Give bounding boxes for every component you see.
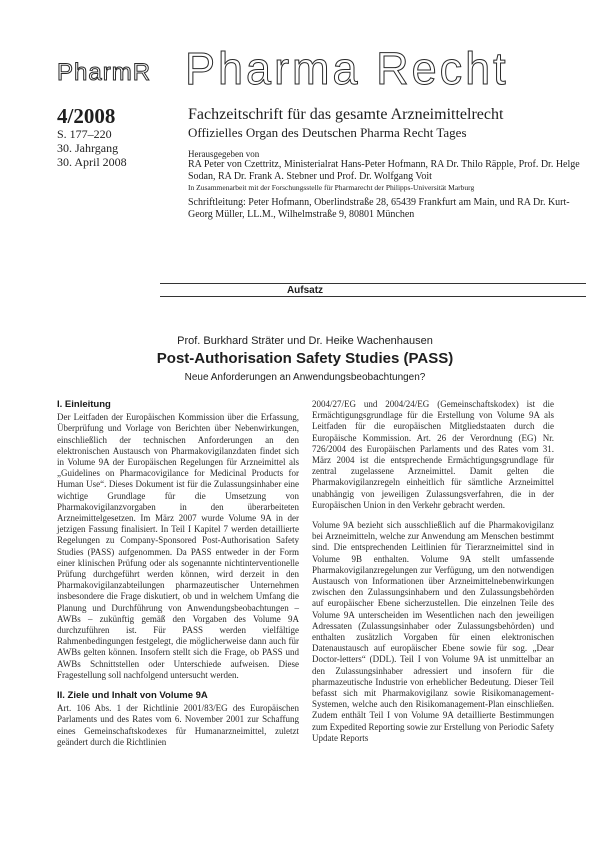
page-range: S. 177–220 (57, 127, 112, 141)
heading-introduction: I. Einleitung (57, 399, 111, 410)
journal-subtitle: Fachzeitschrift für das gesamte Arzneimittelrecht (188, 106, 504, 123)
journal-organ: Offizielles Organ des Deutschen Pharma Recht Tages (188, 125, 467, 140)
paragraph: Art. 106 Abs. 1 der Richtlinie 2001/83/EG des Europäischen Parlaments und des Rates vom 6. November 2001 zur Schaffung eines Gemeinschaftskodexes für Humanarzneimittel, zuletzt geändert durch die Richtlinien (57, 703, 299, 747)
text-column-right (312, 399, 554, 753)
journal-logo-title: Pharma Recht (185, 43, 509, 94)
editorial-office: Schriftleitung: Peter Hofmann, Oberlindstraße 28, 65439 Frankfurt am Main, und RA Dr. Kurt-Georg Müller, LL.M., Wilhelmstraße 9, 80801 München (188, 197, 570, 220)
publishers-list: RA Peter von Czettritz, Ministerialrat Hans-Peter Hofmann, RA Dr. Thilo Räpple, Prof. Dr. Helge Sodan, RA Dr. Frank A. Stebner und Prof. Dr. Wolfgang Voit (188, 159, 580, 182)
issue-number: 4/2008 (57, 104, 116, 128)
paragraph: 2004/27/EG und 2004/24/EG (Gemeinschaftskodex) ist die Ermächtigungsgrundlage für die Erstellung von Volume 9A als Leitfaden für die europäischen Mitgliedstaaten durch die Europäische Kommission. Art. 26 der Verordnung (EG) Nr. 726/2004 des Europäischen Parlaments und des Rates vom 31. März 2004 ist die entsprechende Ermächtigungsgrundlage für zentral zugelassene Arzneimittel. Damit gelten die Pharmakovigilanzregeln einheitlich für sämtliche Arzneimittel unabhängig von jeweiligen Zulassungsverfahren, die in der Europäischen Union in den Verkehr gebracht werden. (312, 399, 554, 510)
issue-date: 30. April 2008 (57, 155, 127, 169)
volume-year: 30. Jahrgang (57, 141, 119, 155)
journal-logo-small: PharmR (57, 59, 152, 86)
article-title: Post-Authorisation Safety Studies (PASS) (156, 350, 454, 367)
paragraph: Der Leitfaden der Europäischen Kommission über die Erfassung, Überprüfung und Vorlage von Berichten über Nebenwirkungen, einschließlich der technischen Anforderungen an den elektronischen Austausch von Pharmakovigilanzdaten findet sich in Volume 9A der Europäischen Regelungen für Arzneimittel als „Guidelines on Pharmacovigilance for Medicinal Products for Human Use“. Dieses Dokument ist für die Zulassungsinhaber eine wichtige Grundlage für die Umsetzung von Pharmakovigilanzvorgaben in den überarbeiteten Arzneimittelgesetzen. Im März 2007 wurde Volume 9A in der jetzigen Fassung finalisiert. In Teil I Kapitel 7 werden detaillierte Regelungen zu Company-Sponsored Post-Authorisation Safety Studies (PASS) aufgenommen. Da PASS entweder in der Form einer klinischen Prüfung oder als sogenannte nichtinterventionelle Prüfung durchgeführt werden können, wird derzeit in den Pharmakovigilanzabteilungen pharmazeutischer Unternehmen insbesondere die Frage diskutiert, ob und in welchem Umfang die Planung und Durchführung von Anwendungsbeobachtungen – AWBs – zukünftig gemäß den Vorgaben des Volume 9A durchzuführen ist. Für PASS werden vielfältige Rahmenbedingungen festgelegt, die möglicherweise dann auch für AWBs gelten können. Insofern stellt sich die Frage, ob PASS und AWBs Schnittstellen oder Unterschiede aufweisen. Diese Fragestellung soll nachfolgend untersucht werden. (57, 412, 299, 680)
paragraph: Volume 9A bezieht sich ausschließlich auf die Pharmakovigilanz bei Arzneimitteln, welche zur Anwendung am Menschen bestimmt sind. Die entsprechenden Leitlinien für Tierarzneimittel sind in Volume 9B enthalten. Volume 9A stellt umfassende Pharmakovigilanzregelungen zur Verfügung, um den notwendigen Austausch von Informationen über Arzneimittelnebenwirkungen zwischen den Zulassungsinhabern und den Zulassungsbehörden auf europäischer Ebene sicherzustellen. Die einzelnen Teile des Volume 9A unterscheiden im Wesentlichen nach den jeweiligen Adressaten (Zulassungsinhaber oder Zulassungsbehörden) und enthalten zusätzlich Vorgaben für einen elektronischen Datenaustausch auf europäischer Ebene sowie für sog. „Dear Doctor-letters“ (DDL). Teil I von Volume 9A ist unmittelbar an den Zulassungsinhaber adressiert und insofern für die pharmazeutische Industrie von erheblicher Bedeutung. Dieser Teil befasst sich mit Pharmakovigilanz sowie Risikomanagement-Systemen, welche auch den Risikomanagement-Plan einschließen. Zudem enthält Teil I von Volume 9A detaillierte Bestimmungen zum Expedited Reporting sowie zur Erstellung von Periodic Safety Update Reports (312, 520, 554, 743)
section-heading: Aufsatz (286, 285, 324, 296)
text-column-left (57, 399, 299, 757)
article-subtitle: Neue Anforderungen an Anwendungsbeobachtungen? (184, 372, 426, 383)
cooperation-note: In Zusammenarbeit mit der Forschungsstelle für Pharmarecht der Philipps-Universität Marburg (188, 183, 475, 192)
article-authors: Prof. Burkhard Sträter und Dr. Heike Wachenhausen (177, 335, 433, 347)
heading-goals: II. Ziele und Inhalt von Volume 9A (57, 690, 208, 702)
publishers-label: Herausgegeben von (188, 149, 260, 159)
